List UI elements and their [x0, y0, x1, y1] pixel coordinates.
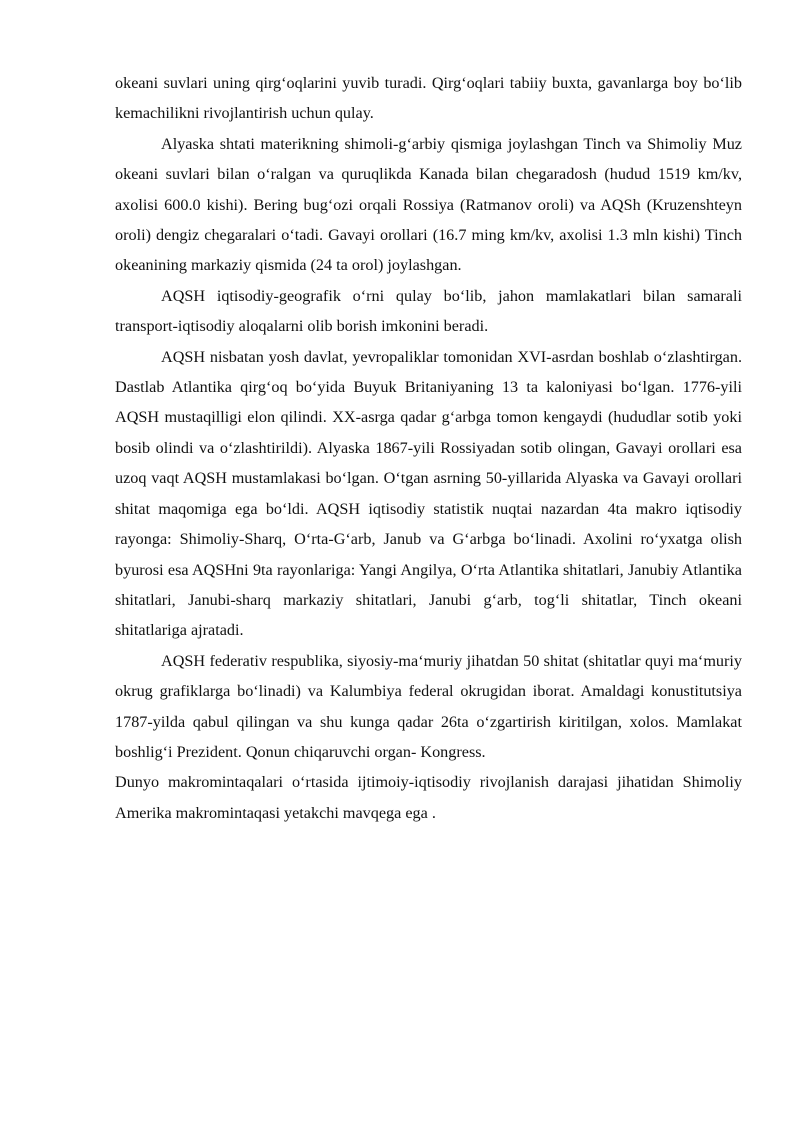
paragraph-alaska: Alyaska shtati materikning shimoli-g‘arbiy qismiga joylashgan Tinch va Shimoliy Muz okeani suvlari bilan o‘ralgan va quruqlikda Kanada bilan chegaradosh (hudud 1519 km/kv, axolisi 600.0 kishi). Bering bug‘ozi orqali Rossiya (Ratmanov oroli) va AQSh (Kruzenshteyn oroli) dengiz chegaralari o‘tadi. Gavayi orollari (16.7 ming km/kv, axolisi 1.3 mln kishi) Tinch okeanining markaziy qismida (24 ta orol) joylashgan.	[115, 134, 742, 275]
paragraph-geography: AQSH iqtisodiy-geografik o‘rni qulay bo‘lib, jahon mamlakatlari bilan samarali transport-iqtisodiy aloqalarni olib borish imkonini beradi.	[115, 286, 742, 336]
document-page	[115, 68, 742, 828]
paragraph-conclusion: Dunyo makromintaqalari o‘rtasida ijtimoiy-iqtisodiy rivojlanish darajasi jihatidan Shimoliy Amerika makromintaqasi yetakchi mavqega ega .	[115, 773, 742, 822]
paragraph-oceans: okeani suvlari uning qirg‘oqlarini yuvib turadi. Qirg‘oqlari tabiiy buxta, gavanlarga boy bo‘lib kemachilikni rivojlantirish uchun qulay.	[115, 74, 742, 123]
paragraph-history: AQSH nisbatan yosh davlat, yevropaliklar tomonidan XVI-asrdan boshlab o‘zlashtirgan. Dastlab Atlantika qirg‘oq bo‘yida Buyuk Britaniyaning 13 ta kaloniyasi bo‘lgan. 1776-yili AQSH mustaqilligi elon qilindi. XX-asrga qadar g‘arbga tomon kengaydi (hududlar sotib yoki bosib olindi va o‘zlashtirildi). Alyaska 1867-yili Rossiyadan sotib olingan, Gavayi orollari esa uzoq vaqt AQSH mustamlakasi bo‘lgan. O‘tgan asrning 50-yillarida Alyaska va Gavayi orollari shitat maqomiga ega bo‘ldi. AQSH iqtisodiy statistik nuqtai nazardan 4ta makro iqtisodiy rayonga: Shimoliy-Sharq, O‘rta-G‘arb, Janub va G‘arbga bo‘linadi. Axolini ro‘yxatga olish byurosi esa AQSHni 9ta rayonlariga: Yangi Angilya, O‘rta Atlantika shitatlari, Janubiy Atlantika shitatlari, Janubi-sharq markaziy shitatlari, Janubi g‘arb, tog‘li shitatlar, Tinch okeani shitatlariga ajratadi.	[115, 347, 742, 640]
paragraph-government: AQSH federativ respublika, siyosiy-ma‘muriy jihatdan 50 shitat (shitatlar quyi ma‘muriy okrug grafiklarga bo‘linadi) va Kalumbiya federal okrugidan iborat. Amaldagi konustitutsiya 1787-yilda qabul qilingan va shu kunga qadar 26ta o‘zgartirish kiritilgan, xolos. Mamlakat boshlig‘i Prezident. Qonun chiqaruvchi organ- Kongress.	[115, 651, 742, 761]
